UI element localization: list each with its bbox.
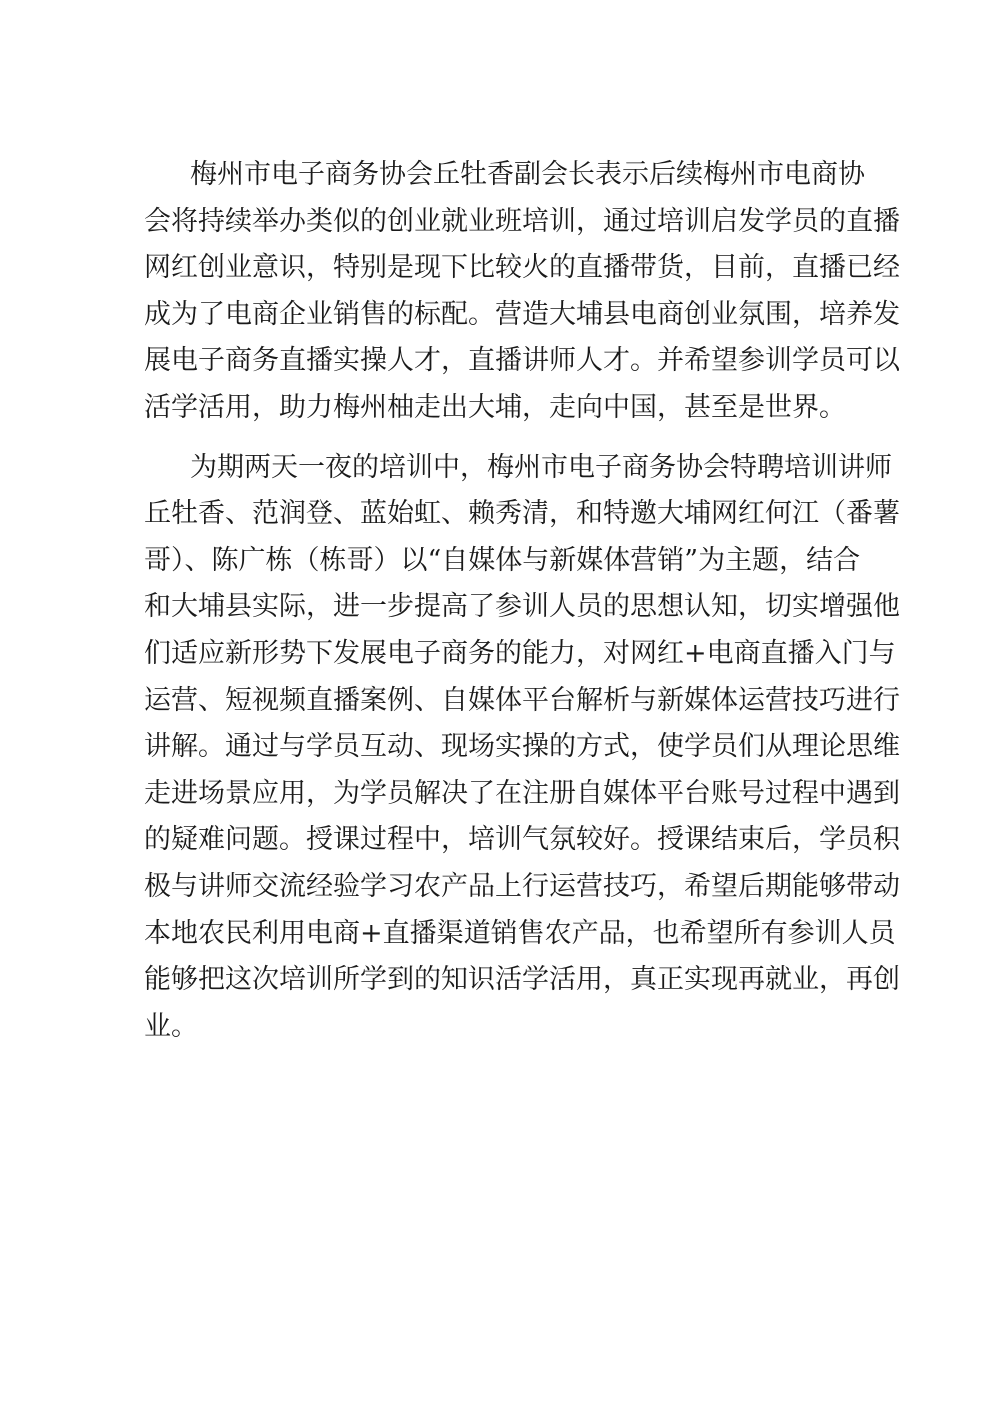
text-line: 们适应新形势下发展电子商务的能力，对网红+电商直播入门与	[144, 637, 896, 669]
text-line: 业。	[144, 1010, 198, 1042]
text-line: 活学活用，助力梅州柚走出大埔，走向中国，甚至是世界。	[144, 391, 846, 423]
text-line: 网红创业意识，特别是现下比较火的直播带货，目前，直播已经	[144, 252, 900, 284]
text-line: 运营、短视频直播案例、自媒体平台解析与新媒体运营技巧进行	[144, 684, 900, 716]
text-line: 为期两天一夜的培训中，梅州市电子商务协会特聘培训讲师	[190, 451, 892, 483]
text-line: 能够把这次培训所学到的知识活学活用，真正实现再就业，再创	[144, 964, 900, 996]
text-line: 讲解。通过与学员互动、现场实操的方式，使学员们从理论思维	[144, 731, 900, 763]
text-line: 会将持续举办类似的创业就业班培训，通过培训启发学员的直播	[144, 205, 900, 237]
text-line: 展电子商务直播实操人才，直播讲师人才。并希望参训学员可以	[144, 345, 900, 377]
text-line: 和大埔县实际，进一步提高了参训人员的思想认知，切实增强他	[144, 591, 900, 623]
text-line: 成为了电商企业销售的标配。营造大埔县电商创业氛围，培养发	[144, 298, 900, 330]
paragraph-2	[144, 445, 900, 1051]
text-line: 梅州市电子商务协会丘牡香副会长表示后续梅州市电商协	[190, 159, 865, 190]
paragraph-gap	[144, 432, 856, 445]
paragraph-1	[144, 152, 900, 432]
text-line: 走进场景应用，为学员解决了在注册自媒体平台账号过程中遇到	[144, 777, 900, 809]
text-line: 本地农民利用电商+直播渠道销售农产品，也希望所有参训人员	[144, 917, 896, 949]
text-line: 哥）、陈广栋（栋哥）以“自媒体与新媒体营销”为主题，结合	[144, 544, 861, 576]
text-line: 的疑难问题。授课过程中，培训气氛较好。授课结束后，学员积	[144, 824, 900, 856]
text-line: 丘牡香、范润登、蓝始虹、赖秀清，和特邀大埔网红何江（番薯	[144, 498, 900, 530]
text-line: 极与讲师交流经验学习农产品上行运营技巧，希望后期能够带动	[144, 870, 900, 902]
document-body	[144, 152, 900, 1050]
